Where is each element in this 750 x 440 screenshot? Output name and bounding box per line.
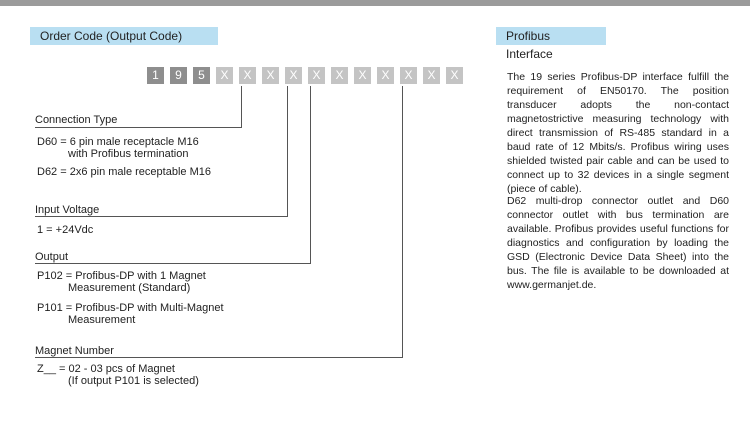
code-digit: X — [216, 67, 233, 84]
connection-item-d62: D62 = 2x6 pin male receptable M16 — [37, 166, 211, 178]
top-bar — [0, 0, 750, 6]
connector-line — [241, 86, 242, 127]
output-title: Output — [35, 251, 69, 263]
output-item-p101: P101 = Profibus-DP with Multi-Magnet Measurement — [37, 302, 224, 326]
code-digit: X — [239, 67, 256, 84]
connector-line — [402, 86, 403, 358]
code-digit: X — [377, 67, 394, 84]
code-digit: X — [423, 67, 440, 84]
magnet-number-rule — [35, 357, 403, 358]
input-voltage-title: Input Voltage — [35, 204, 100, 216]
code-digit: 1 — [147, 67, 164, 84]
profibus-title: Profibus Interface — [506, 29, 553, 61]
code-digit: X — [354, 67, 371, 84]
code-digit: X — [400, 67, 417, 84]
code-digit: X — [308, 67, 325, 84]
order-code-title: Order Code (Output Code) — [40, 29, 183, 43]
code-digit: X — [262, 67, 279, 84]
connection-type-rule — [35, 127, 242, 128]
connection-item-d60: D60 = 6 pin male receptacle M16 with Profibus termination — [37, 136, 199, 160]
magnet-number-item: Z__ = 02 - 03 pcs of Magnet (If output P101 is selected) — [37, 363, 199, 387]
magnet-number-title: Magnet Number — [35, 345, 114, 357]
connector-line — [310, 86, 311, 263]
profibus-paragraph-1: The 19 series Profibus-DP interface fulfill the requirement of EN50170. The position transducer adopts the non-contact magnetostrictive measuring technology with direct transmission of RS-485 standard in a baud rate of 12 Mbits/s. Profibus wiring uses shielded twisted pair cable and can be used to connect up to 32 devices in a single segment (piece of cable). — [507, 71, 729, 195]
profibus-tag — [496, 27, 606, 61]
profibus-paragraph-2: D62 multi-drop connector outlet and D60 connector outlet with bus termination are available. Profibus provides useful functions for diagnostics and configuration by loading the GSD (Electronic Device Data Sheet) into the bus. The file is available to be downloaded at www.germanjet.de. — [507, 195, 729, 291]
input-voltage-item: 1 = +24Vdc — [37, 224, 94, 236]
output-item-p102: P102 = Profibus-DP with 1 Magnet Measurement (Standard) — [37, 270, 206, 294]
code-digit: 9 — [170, 67, 187, 84]
code-digit: X — [285, 67, 302, 84]
order-code-tag — [30, 27, 218, 45]
code-digit: 5 — [193, 67, 210, 84]
output-rule — [35, 263, 311, 264]
code-digit: X — [446, 67, 463, 84]
input-voltage-rule — [35, 216, 288, 217]
code-digit: X — [331, 67, 348, 84]
connection-type-title: Connection Type — [35, 114, 118, 126]
connector-line — [287, 86, 288, 216]
